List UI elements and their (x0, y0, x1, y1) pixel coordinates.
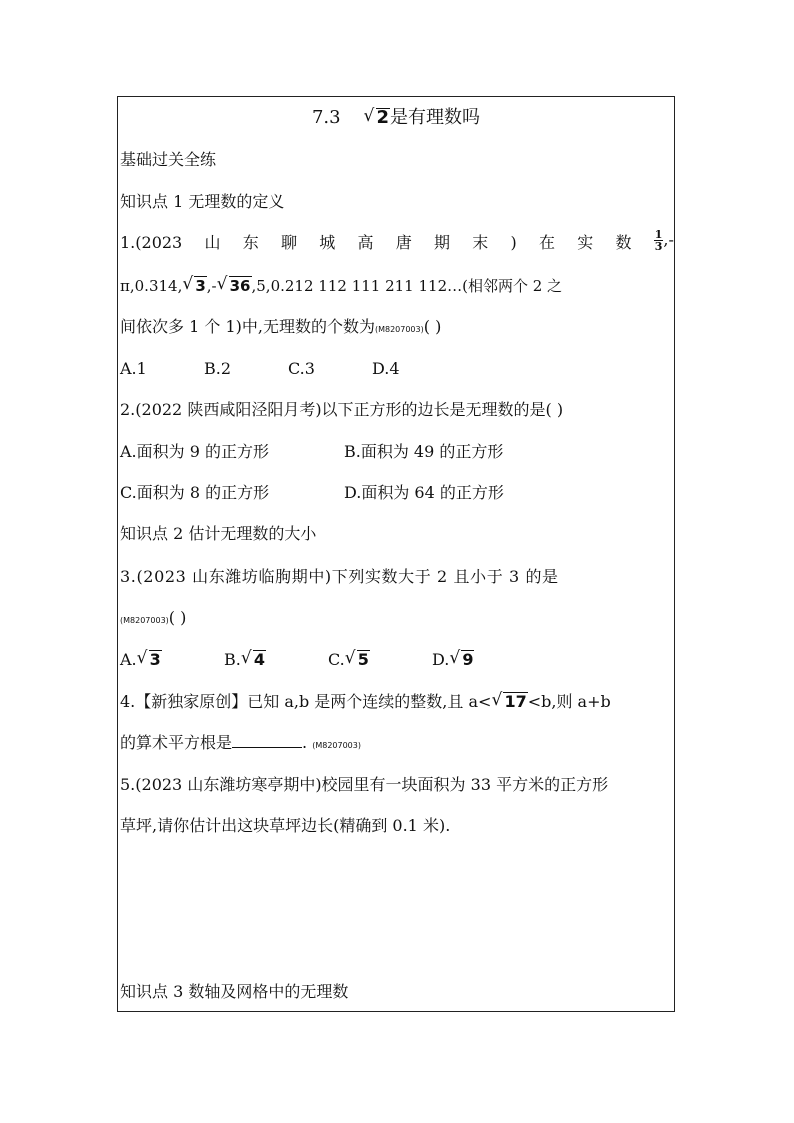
q3-option-d-sqrt (449, 650, 474, 670)
q3-option-a-sqrt (137, 650, 162, 670)
q1-line2-c: ,5,0.212 112 111 211 112…(相邻两个 2 之 (251, 277, 563, 295)
q4-answer-blank[interactable] (232, 733, 302, 748)
radical-sign-icon: √ (449, 648, 461, 668)
q1-option-c[interactable]: C.3 (288, 359, 315, 378)
q3-option-b[interactable] (224, 650, 328, 670)
q3-option-b-radicand: 4 (253, 650, 265, 669)
q3-option-b-sqrt (241, 650, 266, 670)
q3-option-d[interactable] (432, 650, 474, 670)
q3-option-a-radicand: 3 (149, 650, 161, 669)
q3-option-a-label: A. (120, 650, 137, 669)
q3-paren: ( ) (168, 608, 187, 627)
q1-fraction (654, 229, 664, 252)
q1-code: (M8207003) (374, 325, 424, 334)
q1-line3-text: 间依次多 1 个 1)中,无理数的个数为 (120, 317, 375, 336)
q1-head-7: 期 (433, 233, 450, 252)
q1-line-1 (120, 228, 674, 253)
q1-line-3 (120, 317, 676, 340)
q1-option-d[interactable]: D.4 (372, 359, 400, 378)
q3-option-c-label: C. (328, 650, 345, 669)
q1-head-11: 实 (577, 233, 594, 252)
radical-sign-icon: √ (136, 648, 148, 668)
title-sqrt (364, 106, 391, 130)
q4-tail: . (302, 733, 308, 752)
q3-option-c-radicand: 5 (357, 650, 369, 669)
q3-option-b-label: B. (224, 650, 241, 669)
q2-option-a[interactable]: A.面积为 9 的正方形 (120, 442, 269, 461)
q1-sqrt-b-radicand: 36 (229, 277, 251, 295)
q1-frac-num: 1 (654, 228, 663, 241)
radical-sign-icon: √ (216, 274, 228, 294)
q1-head-12: 数 (615, 233, 632, 252)
q1-option-a[interactable]: A.1 (120, 359, 147, 378)
q4-line-2 (120, 733, 676, 756)
q4-line2-text: 的算术平方根是 (120, 733, 233, 752)
q1-head-2: 东 (242, 233, 259, 252)
q1-head-0: 1.(2023 (120, 233, 183, 252)
q4-text-a: 4.【新独家原创】已知 a,b 是两个连续的整数,且 a< (120, 692, 492, 711)
page-title (117, 106, 675, 130)
q1-paren: ( ) (423, 317, 442, 336)
section-label: 基础过关全练 (120, 150, 217, 169)
radical-sign-icon: √ (240, 648, 252, 668)
q2-option-b[interactable]: B.面积为 49 的正方形 (344, 442, 504, 461)
q2-option-d[interactable]: D.面积为 64 的正方形 (344, 483, 504, 502)
q1-head-5: 高 (357, 233, 374, 252)
q1-sqrt-a-radicand: 3 (195, 277, 206, 295)
q1-frac-tail: ,- (663, 230, 674, 249)
q1-line-2 (120, 276, 676, 296)
q4-code: (M8207003) (312, 741, 361, 750)
q3-option-a[interactable] (120, 650, 224, 670)
q1-fraction-group (654, 229, 674, 253)
q5-line-1: 5.(2023 山东潍坊寒亭期中)校园里有一块面积为 33 平方米的正方形 (120, 775, 609, 794)
q3-option-d-radicand: 9 (462, 650, 474, 669)
q1-line2-a: π,0.314, (120, 277, 183, 295)
title-prefix: 7.3 (311, 107, 341, 128)
q5-line-2: 草坪,请你估计出这块草坪边长(精确到 0.1 米). (120, 816, 451, 835)
q3-code: (M8207003) (120, 616, 169, 625)
q1-head-10: 在 (538, 233, 555, 252)
radical-sign-icon: √ (182, 274, 194, 294)
q4-sqrt (491, 692, 527, 712)
q1-options (120, 359, 676, 379)
title-suffix: 是有理数吗 (390, 107, 481, 128)
title-radicand: 2 (376, 107, 390, 128)
q4-text-b: <b,则 a+b (527, 692, 611, 711)
knowledge-point-3: 知识点 3 数轴及网格中的无理数 (120, 982, 349, 1001)
q1-head-8: 末 (472, 233, 489, 252)
q2-options-row-2 (120, 483, 676, 503)
q1-head-6: 唐 (395, 233, 412, 252)
q4-radicand: 17 (504, 692, 527, 711)
q1-line2-b: ,- (206, 277, 217, 295)
q3-line-2 (120, 608, 676, 631)
q3-option-d-label: D. (432, 650, 450, 669)
knowledge-point-2: 知识点 2 估计无理数的大小 (120, 524, 317, 543)
q3-option-c-sqrt (345, 650, 370, 670)
radical-sign-icon: √ (363, 106, 375, 126)
radical-sign-icon: √ (491, 690, 503, 710)
q3-text: 3.(2023 山东潍坊临朐期中)下列实数大于 2 且小于 3 的是 (120, 567, 559, 586)
q1-head-1: 山 (204, 233, 221, 252)
q1-head-4: 城 (319, 233, 336, 252)
q1-head-3: 聊 (280, 233, 297, 252)
q3-option-c[interactable] (328, 650, 432, 670)
q1-option-b[interactable]: B.2 (204, 359, 232, 378)
q1-head-9: ) (510, 233, 517, 252)
q2-options-row-1 (120, 442, 676, 462)
q1-sqrt-b (217, 276, 252, 296)
knowledge-point-1: 知识点 1 无理数的定义 (120, 192, 285, 211)
q4-line-1 (120, 692, 676, 712)
q2-text: 2.(2022 陕西咸阳泾阳月考)以下正方形的边长是无理数的是( ) (120, 400, 564, 419)
q1-frac-den: 3 (654, 240, 663, 253)
q2-option-c[interactable]: C.面积为 8 的正方形 (120, 483, 270, 502)
radical-sign-icon: √ (344, 648, 356, 668)
q3-options (120, 650, 676, 670)
q1-sqrt-a (182, 276, 206, 296)
